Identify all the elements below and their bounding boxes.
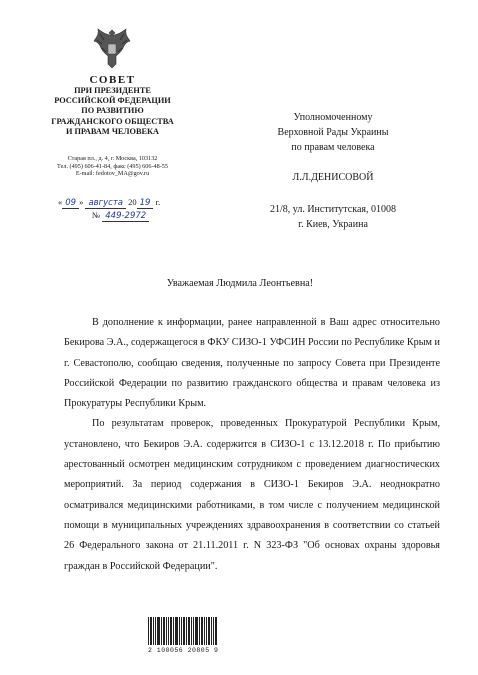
date-year-prefix: 20 (128, 197, 137, 207)
body-paragraph: По результатам проверок, проведенных Прокуратурой Республики Крым, установлено, что Бекиров Э.А. содержится в СИЗО-1 с 13.12.2018 г. По прибытию арестованный осмотрен медицинским сотрудником с проведением диагностических мероприятий. За период содержания в СИЗО-1 Бекиров Э.А. неоднократно осматривался медицинскими работниками, в том числе с получением медицинской помощи в муниципальных учреждениях здравоохранения в соответствии со статьей 26 Федерального закона от 21.11.2011 г. N 323-ФЗ "Об основах охраны здоровья граждан в Российской Федерации". (64, 418, 440, 572)
sender-title: СОВЕТ (89, 74, 136, 86)
sender-line: РОССИЙСКОЙ ФЕДЕРАЦИИ (54, 96, 171, 106)
sender-line: ГРАЖДАНСКОГО ОБЩЕСТВА (51, 116, 174, 126)
double-headed-eagle-emblem-icon (92, 26, 132, 70)
number-prefix: № (92, 210, 101, 220)
sender-organization (40, 74, 185, 137)
addressee-line: Верховной Рады Украины (277, 127, 389, 138)
barcode-bars (148, 617, 234, 645)
sender-email: E-mail: fedotov_MA@gov.ru (75, 170, 150, 178)
addressee-street: 21/8, ул. Институтская, 01008 (270, 204, 396, 215)
salutation: Уважаемая Людмила Леонтьевна! (166, 278, 314, 289)
sender-line: ПО РАЗВИТИЮ (81, 106, 144, 116)
addressee-block (248, 110, 418, 155)
sender-phone: Тел. (495) 606-41-84, факс (495) 606-48-55 (57, 162, 168, 170)
letter-date (58, 197, 208, 208)
sender-address: Старая пл., д. 4, г. Москва, 103132 (67, 155, 158, 162)
date-month: августа (85, 198, 126, 209)
body-paragraph: В дополнение к информации, ранее направленной в Ваш адрес относительно Бекирова Э.А., содержащегося в ФКУ СИЗО-1 УФСИН России по Республике Крым и г. Севастополю, сообщаю сведения, полученные по запросу Совета при Президенте Российской Федерации по развитию гражданского общества и правам человека из Прокуратуры Республики Крым. (64, 317, 441, 410)
date-mid-quote: » (79, 197, 84, 207)
barcode (148, 617, 234, 654)
addressee-line: Уполномоченному (293, 112, 373, 123)
sender-contacts (30, 155, 195, 178)
date-day: 09 (62, 198, 79, 209)
date-year-suffix: 19 (137, 198, 154, 209)
barcode-number: 2 100056 20805 9 (148, 647, 219, 654)
letter-number (92, 210, 149, 221)
sender-line: ПРИ ПРЕЗИДЕНТЕ (74, 86, 151, 95)
date-open-quote: « (58, 197, 63, 207)
addressee-line: по правам человека (291, 142, 375, 153)
number-value: 449-2972 (102, 211, 149, 222)
addressee-address (248, 202, 418, 232)
letter-body (64, 313, 440, 577)
sender-line: И ПРАВАМ ЧЕЛОВЕКА (65, 126, 160, 136)
addressee-city: г. Киев, Украина (298, 219, 368, 230)
date-year-unit: г. (155, 197, 161, 207)
addressee-name: Л.Л.ДЕНИСОВОЙ (292, 172, 374, 183)
